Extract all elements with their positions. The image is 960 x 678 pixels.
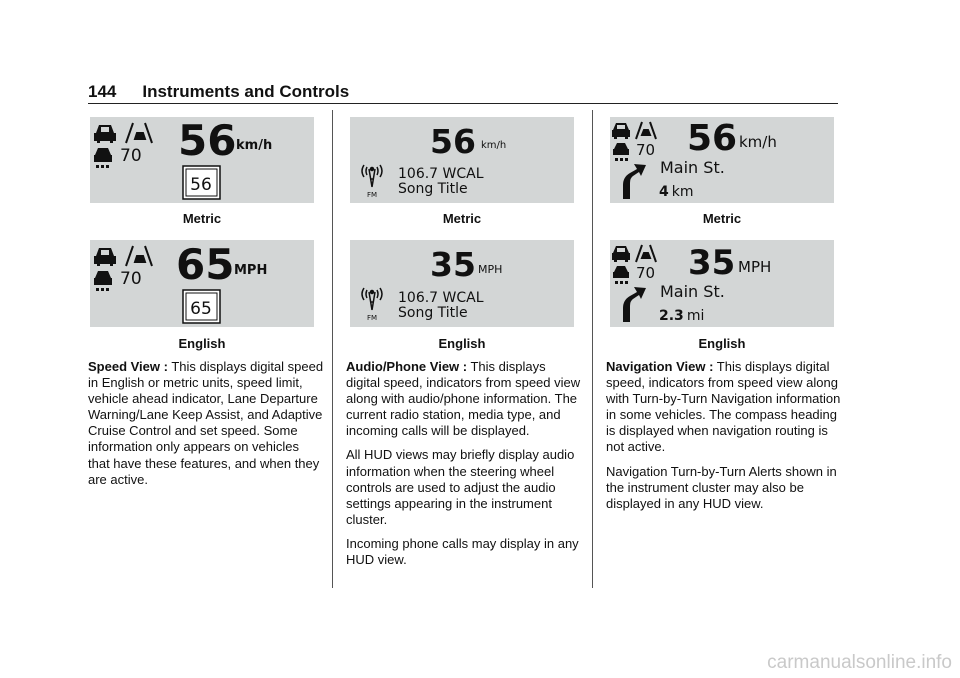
turn-by-turn-paragraph: Navigation Turn-by-Turn Alerts shown in the instrument cluster may also be displayed in any HUD view. — [606, 463, 837, 511]
audio-view-text: This displays digital speed, indicators from speed view along with audio/phone information. The current radio station, media type, and incoming calls will be displayed. — [346, 359, 581, 439]
lane-keep-icon — [636, 245, 656, 262]
page-number: 144 — [88, 82, 117, 101]
song-title: Song Title — [398, 305, 468, 321]
caption-english: English — [698, 336, 746, 351]
speed-view-label: Speed View : — [88, 359, 168, 374]
hud-speed-view-english — [90, 240, 314, 327]
caption-english: English — [178, 336, 226, 351]
hud-phone-paragraph: Incoming phone calls may display in any HUD view. — [346, 535, 579, 568]
distance-unit: mi — [686, 308, 705, 324]
speed-unit: MPH — [234, 263, 268, 278]
song-title: Song Title — [398, 181, 468, 197]
speed-unit: km/h — [481, 140, 507, 151]
hud-speed-view-metric — [90, 117, 314, 203]
audio-view-label: Audio/Phone View : — [346, 359, 468, 374]
speed-limit-value: 70 — [636, 141, 656, 159]
caption-metric: Metric — [182, 211, 222, 226]
navigation-view-description — [606, 359, 842, 520]
speed-limit-sign-value: 56 — [190, 175, 212, 195]
street-name: Main St. — [660, 158, 725, 177]
radio-antenna-icon — [362, 288, 382, 310]
street-name: Main St. — [660, 282, 725, 301]
speed-value: 56 — [687, 118, 738, 159]
vehicle-ahead-icon — [612, 123, 630, 139]
column-divider — [332, 110, 333, 588]
header-rule — [88, 103, 838, 104]
speed-unit: MPH — [478, 263, 503, 276]
speed-view-text: This displays digital speed in English or metric units, speed limit, vehicle ahead indicator, Lane Departure Warning/Lane Keep Assist, and Adaptive Cruise Control and set speed. Some information only appears on vehicles that have these features, and when they are active. — [88, 359, 324, 487]
column-divider — [592, 110, 593, 588]
distance-number: 2.3 — [659, 308, 684, 324]
page-header — [88, 82, 349, 102]
distance-number: 4 — [659, 184, 669, 200]
navigation-view-label: Navigation View : — [606, 359, 714, 374]
speed-limit-sign-value: 65 — [190, 299, 212, 319]
adaptive-cruise-icon — [94, 148, 112, 168]
distance-value — [659, 308, 704, 324]
speed-value: 56 — [178, 117, 237, 165]
audio-view-description — [346, 359, 582, 576]
speed-unit: km/h — [236, 138, 273, 153]
radio-antenna-icon — [362, 165, 382, 187]
station-name: 106.7 WCAL — [398, 166, 484, 182]
lane-keep-icon — [126, 123, 152, 143]
vehicle-ahead-icon — [94, 248, 116, 266]
vehicle-ahead-icon — [94, 125, 116, 143]
adaptive-cruise-icon — [613, 143, 629, 161]
navigation-view-text: This displays digital speed, indicators from speed view along with Turn-by-Turn Navigation information in some vehicles. The compass heading is displayed when navigation routing is not active. — [606, 359, 841, 455]
distance-value — [659, 184, 694, 200]
speed-value: 35 — [688, 243, 736, 283]
turn-arrow-icon — [623, 164, 646, 199]
station-name: 106.7 WCAL — [398, 290, 484, 306]
turn-arrow-icon — [623, 287, 646, 322]
watermark: carmanualsonline.info — [767, 652, 952, 673]
hud-navigation-view-metric — [610, 117, 834, 203]
vehicle-ahead-icon — [612, 246, 630, 262]
speed-unit: km/h — [739, 133, 777, 151]
lane-keep-icon — [126, 246, 152, 266]
speed-value: 65 — [176, 240, 235, 289]
section-title: Instruments and Controls — [142, 82, 350, 101]
caption-english: English — [438, 336, 486, 351]
speed-limit-value: 70 — [636, 264, 656, 282]
distance-unit: km — [671, 184, 694, 200]
hud-audio-view-english — [350, 240, 574, 327]
caption-metric: Metric — [442, 211, 482, 226]
speed-value: 56 — [430, 122, 476, 161]
adaptive-cruise-icon — [94, 271, 112, 291]
speed-limit-value: 70 — [120, 269, 142, 289]
speed-unit: MPH — [738, 258, 772, 276]
band-label: FM — [366, 191, 378, 199]
lane-keep-icon — [636, 122, 656, 139]
speed-value: 35 — [430, 245, 476, 284]
adaptive-cruise-icon — [613, 266, 629, 284]
hud-navigation-view-english — [610, 240, 834, 327]
band-label: FM — [366, 314, 378, 322]
hud-audio-view-metric — [350, 117, 574, 203]
hud-audio-paragraph: All HUD views may briefly display audio information when the steering wheel controls are used to adjust the audio settings appearing in the instrument cluster. — [346, 447, 575, 527]
speed-view-description — [88, 359, 324, 496]
caption-metric: Metric — [702, 211, 742, 226]
speed-limit-value: 70 — [120, 146, 142, 166]
